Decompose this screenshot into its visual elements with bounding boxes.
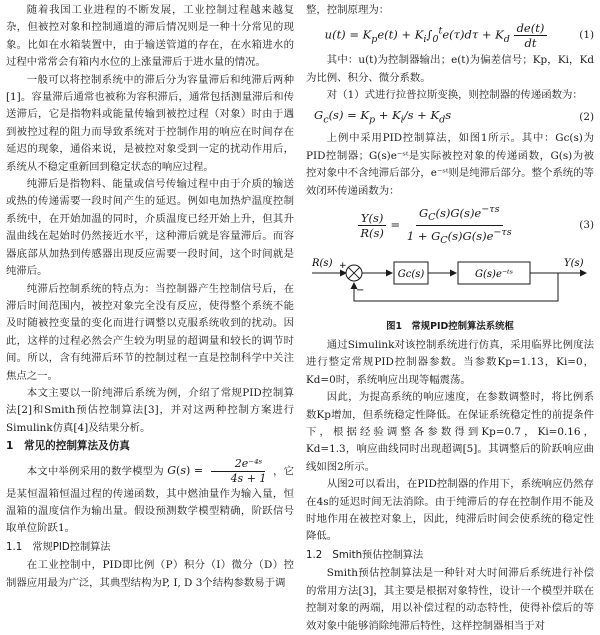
paragraph-smith: Smith预估控制算法是一种针对大时间滞后系统进行补偿的常用方法[3]，其主要是根据对象特性，设计一个模型并联在控制对象的两端，用以补偿过程的动态特性，使得补偿后的等效对象中能够消除纯滞后特性，这样控制器相当于对 — [306, 567, 594, 632]
model-transfer-function: G(s) = $\frac{\text{2e⁻⁴ˢ}}{4s + 1}$ — [167, 464, 273, 477]
equation-1-number: (1) — [579, 29, 594, 42]
equation-1-body: $u(t) = K_pe(t) + K_i\int_0^te(\tau)d\tau + K_d$ $\frac{de(t)}{dt}$ — [306, 21, 566, 50]
model-text-before: 本文中举例采用的数学模型为 — [26, 465, 164, 478]
figure-1-caption: 图1 常规PID控制算法系统框 — [386, 320, 514, 332]
paragraph-simulink: 通过Simulink对该控制系统进行仿真，采用临界比例度法进行整定常规PID控制器参数。当参数Kp=1.13，Ki=0，Kd=0时，系统响应出现等幅震荡。 — [306, 339, 594, 386]
paragraph-eq1-terms: 其中：u(t)为控制器输出；e(t)为偏差信号；Kp，Ki，Kd为比例、积分、微分系数。 — [306, 54, 594, 84]
equation-2 — [306, 107, 594, 129]
tf-denominator: 4s + 1 — [230, 471, 267, 485]
equation-3-body: $\frac{Y(s)}{R(s)}$ = $\frac{G_C(s)G(s)e^{-\tau s}}{1 + G_C(s)G(s)e^{-\tau s}}$ — [306, 203, 566, 248]
paragraph-tuning: 因此，为提高系统的响应速度，在参数调整时，将比例系数Kp增加，但系统稳定性降低。在保证系统稳定性的前提条件下，根据经验调整各参数得到Kp=0.7，Ki=0.16，Kd=1.3，响应曲线同时出现超调[5]。其调整后的阶跃响应曲线如图2所示。 — [306, 391, 594, 473]
input-signal-label: R(s) — [312, 258, 333, 270]
equation-2-body: $G_c(s) = K_p + K_i/s + K_ds$ — [314, 107, 452, 125]
pid-block-diagram — [306, 251, 594, 317]
summing-junction — [346, 265, 362, 281]
section-heading-1-1: 1.1 常规PID控制算法 — [6, 541, 111, 553]
equation-3-number: (3) — [579, 218, 594, 231]
paragraph-lag-types: 一般可以将控制系统中的滞后分为容量滞后和纯滞后两种[1]。容量滞后通常也被称为容积滞后，通常包括测量滞后和传送滞后，它是指物料或能量传输到被控过程（对象）时由于遇到被控过程的阻力而导致系统对于控制作用的响应在时间存在延迟的现象，通俗来说，是被控对象受到一定的扰动作用后，系统从不稳定重新回到稳定状态的响应过程。 — [6, 73, 294, 173]
equation-1 — [306, 21, 594, 50]
model-text-after: ，它是某恒温箱恒温过程的传递函数，其中燃油量作为输入量，恒温箱的温度信作为输出量。假设预测数学模型精确，阶跃信号取单位阶跃1。 — [6, 465, 295, 535]
controller-block-label: Gc(s) — [397, 269, 425, 281]
paragraph-continued: 整，控制原理为： — [306, 4, 390, 16]
section-heading-1: 1 常见的控制算法及仿真 — [6, 440, 130, 453]
paragraph-overview: 本文主要以一阶纯滞后系统为例，介绍了常规PID控制算法[2]和Smith预估控制算法[3]，并对这两种控制方案进行Simulink仿真[4]及结果分析。 — [6, 386, 294, 434]
sum-minus-sign: − — [356, 285, 365, 297]
paragraph-pure-lag: 纯滞后是指物料、能量或信号传输过程中由于介质的输送或热的传递需要一段时间产生的延迟。例如电加热炉温度控制系统中，在开始加温的同时，介质温度已经开始上升，但其升温曲线在起始时仍然接近水平，这种滞后就是容量滞后。而容器底部从加热到传感器出现反应需要一段时间，这个时间就是纯滞后。 — [6, 178, 294, 278]
paragraph-pid-example: 上例中采用PID控制算法，如图1所示。其中：Gc(s)为PID控制器；G(s)e⁻ˢᵗ是实际被控对象的传递函数，G(s)为被控对象中不含纯滞后部分，e⁻ˢᵗ则是纯滞后部分。整个系统的等效闭环传递函数为： — [306, 132, 594, 197]
paragraph-model — [6, 457, 294, 538]
output-signal-label: Y(s) — [564, 258, 584, 270]
paragraph-fig2-result: 从图2可以看出，在PID控制器的作用下，系统响应仍然存在4s的延迟时间无法消除。由于纯滞后的存在控制作用不能及时地作用在被控对象上，因此，纯滞后时间会使系统的稳定性降低。 — [306, 478, 594, 543]
paragraph-laplace: 对（1）式进行拉普拉斯变换，则控制器的传递函数为： — [326, 89, 583, 102]
tf-numerator: 2e⁻⁴ˢ — [211, 457, 265, 472]
right-column — [306, 2, 594, 635]
plant-block-label: G(s)e⁻ᵗˢ — [475, 269, 513, 281]
paragraph-lag-features: 纯滞后控制系统的特点为：当控制器产生控制信号后，在滞后时间范围内，被控对象完全没有反应，使得整个系统不能及时随被控变量的变化而进行调整以克服系统收到的扰动。因此，这样的过程必然会产生较为明显的超调量和较长的调节时间。所以，含有纯滞后环节的控制过程一直是控制科学中关注焦点之一。 — [6, 282, 294, 382]
equation-3 — [306, 203, 594, 248]
paragraph-pid-intro: 在工业控制中，PID即比例（P）积分（I）微分（D）控制器应用最为广泛，其典型结构为P, I, D 3个结构参数易于调 — [6, 559, 294, 589]
paragraph-intro: 随着我国工业进程的不断发展，工业控制过程越来越复杂，但被控对象和控制通道的滞后情况则是一种十分常见的现象。比如在水箱装置中，由于输送管道的存在，在水箱进水的过程中常常会有箱内水位的上涨量滞后于进水量的情况。 — [6, 4, 294, 69]
section-heading-1-2: 1.2 Smith预估控制算法 — [306, 549, 424, 561]
left-column — [6, 2, 294, 592]
sum-plus-sign: + — [339, 261, 347, 272]
equation-2-number: (2) — [579, 110, 594, 123]
